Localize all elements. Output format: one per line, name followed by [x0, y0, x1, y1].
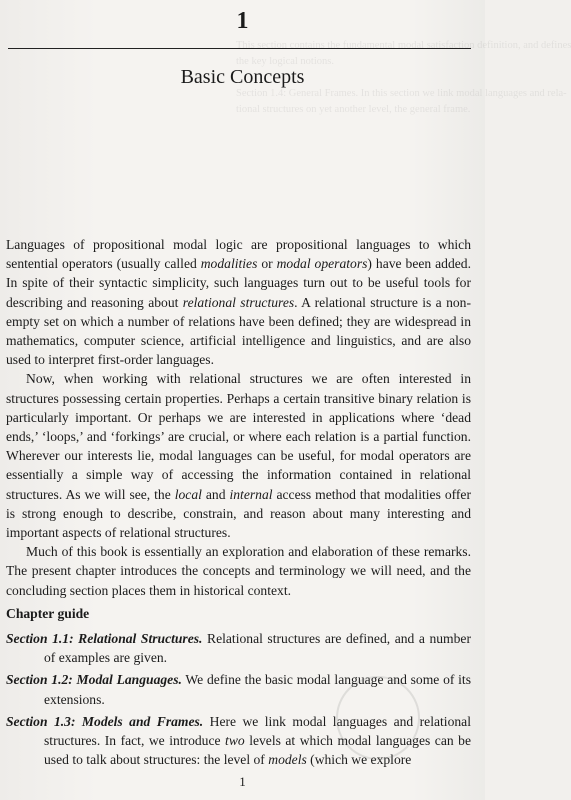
paragraph: Now, when working with relational structures we are often interested in structures possessing certain properties. Perhaps a certain transitive binary relation is particularly important. Or perhaps we are interested in applications where ‘dead ends,’ ‘loops,’ and ‘forkings’ are crucial, or where each relation is a partial function. Wherever our interests lie, modal languages can be useful, for modal operators are essentially a simple way of accessing the information contained in relational structures. As we will see, the local and internal access method that modalities offer is strong enough to describe, constrain, and reason about many interesting and important aspects of relational structures.: [6, 371, 471, 541]
guide-section-label: Section 1.3: Models and Frames.: [6, 713, 204, 729]
guide-item: Section 1.1: Relational Structures. Relational structures are defined, and a number of examples are given.: [6, 631, 471, 666]
paragraph: Much of this book is essentially an exploration and elaboration of these remarks. The present chapter introduces the concepts and terminology we will need, and the concluding section places them in historical context.: [6, 544, 471, 598]
chapter-guide-heading: Chapter guide: [6, 606, 90, 621]
chapter-rule: [8, 48, 471, 49]
paragraph: Languages of propositional modal logic are propositional languages to which sentential operators (usually called modalities or modal operators) have been added. In spite of their syntactic simplicity, such languages turn out to be useful tools for describing and reasoning about relational structures. A relational structure is a non-empty set on which a number of relations have been defined; they are widespread in mathematics, computer science, artificial intelligence and linguistics, and are also used to interpret first-order languages.: [6, 237, 471, 368]
chapter-number: 1: [236, 8, 249, 34]
chapter-title: Basic Concepts: [180, 66, 305, 88]
body-text: [6, 235, 471, 600]
guide-item: Section 1.3: Models and Frames. Here we link modal languages and relational structures. In fact, we introduce two levels at which modal languages can be used to talk about structures: the level of models (which we explore: [6, 713, 471, 768]
watermark-stamp: [336, 676, 420, 760]
bleed-through-text: This section contains the fundamental modal satisfaction definition, and defines the key logical notions. Section 1.4: General Frames. In this section we link modal languages and rela- tional structures on yet another level, the general frame.: [236, 40, 571, 115]
guide-item: Section 1.2: Modal Languages. We define the basic modal language and some of its extensions.: [6, 672, 471, 707]
page-number: 1: [239, 774, 246, 789]
guide-section-label: Section 1.2: Modal Languages.: [6, 672, 182, 688]
guide-section-label: Section 1.1: Relational Structures.: [6, 631, 203, 646]
